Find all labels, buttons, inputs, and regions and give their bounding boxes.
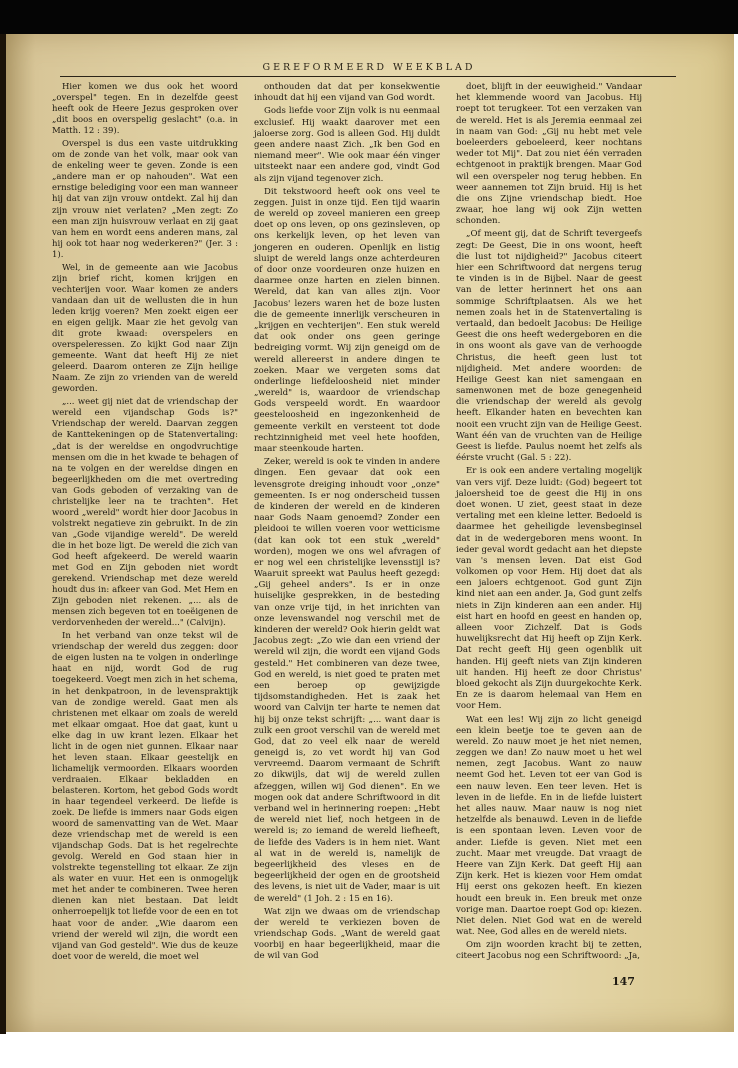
paragraph: Wat een les! Wij zijn zo licht geneigd een klein beetje toe te geven aan de wereld. Zo nauw moet je het niet nemen, zeggen we dan! Zo nauw moet u het wel nemen, zegt Jacobus. Want zo nauw neemt God het. Leven tot eer van God is een nauw leven. Een teer leven. Het is leven in de liefde. En in de liefde luistert het alles nauw. Maar nauw is nog niet hetzelfde als benauwd. Leven in de liefde is een spontaan leven. Leven voor de ander. Liefde is geven. Niet met een zucht. Maar met vreugde. Dat vraagt de Heere van Zijn Kerk. Dat geeft Hij aan Zijn kerk. Het is kiezen voor Hem omdat Hij eerst ons gekozen heeft. En kiezen houdt een breuk in. Een breuk met onze vorige man. Daartoe roept God op: kiezen. Niet delen. Niet God wat en de wereld wat. Nee, God alles en de wereld niets.: [456, 714, 642, 938]
text-column-3: [456, 82, 642, 963]
scan-bottom-margin: [0, 1034, 738, 1068]
scan-top-border: [0, 0, 738, 34]
paragraph: onthouden dat dat per konsekwentie inhoudt dat hij een vijand van God wordt.: [254, 82, 440, 104]
page-number: 147: [612, 975, 635, 988]
paragraph: „... weet gij niet dat de vriendschap der wereld een vijandschap Gods is?" Vriendschap der wereld. Daarvan zeggen de Kanttekeningen op de Statenvertaling: „dat is der wereldse en ongodvruchtige mensen om die in het kwade te behagen of na te volgen en der wereldse dingen en begeerlijkheden om die met overtreding van Gods geboden of verzaking van de christelijke leer na te trachten". Het woord „wereld" wordt hier door Jacobus in volstrekt negatieve zin gebruikt. In de zin van „Gode vijandige wereld". De wereld die in het boze ligt. De wereld die zich van God heeft afgekeerd. De wereld waarin met God en Zijn geboden niet wordt gerekend. Vriendschap met deze wereld houdt dus in: afkeer van God. Met Hem en Zijn geboden niet rekenen. „... als de mensen zich begeven tot en toeëigenen de verdorvenheden der wereld..." (Calvijn).: [52, 397, 238, 629]
running-header: GEREFORMEERD WEEKBLAD: [262, 62, 476, 73]
paragraph: Wat zijn we dwaas om de vriendschap der wereld te verkiezen boven de vriendschap Gods. „Want de wereld gaat voorbij en haar begeerlijkheid, maar die de wil van God: [254, 906, 440, 962]
paragraph: Gods liefde voor Zijn volk is nu eenmaal exclusief. Hij waakt daarover met een jaloerse zorg. God is alleen God. Hij duldt geen andere naast Zich. „Ik ben God en niemand meer". Wie ook maar één vinger uitsteekt naar een andere god, vindt God als zijn vijand tegenover zich.: [254, 106, 440, 184]
header-rule: [60, 76, 676, 77]
paragraph: In het verband van onze tekst wil de vriendschap der wereld dus zeggen: door de eigen lusten na te volgen in onderlinge haat en nijd, wordt God de rug toegekeerd. Voegt men zich in het schema, in het denkpatroon, in de levenspraktijk van de zondige wereld. Gaat men als christenen met elkaar om zoals de wereld met elkaar omgaat. Hoe dat gaat, kunt u elke dag in uw krant lezen. Elkaar het licht in de ogen niet gunnen. Elkaar naar het leven staan. Elkaar geestelijk en lichamelijk vermoorden. Elkaars woorden verdraaien. Elkaar bekladden en belasteren. Kortom, het gebod Gods wordt in haar tegendeel verkeerd. De liefde is zoek. De liefde is immers naar Gods eigen woord de samenvatting van de Wet. Maar deze vriendschap met de wereld is een vijandschap Gods. Dat is het regelrechte gevolg. Wereld en God staan hier in volstrekte tegenstelling tot elkaar. Ze zijn als water en vuur. Het een is onmogelijk met het ander te combineren. Twee heren dienen kan niet bestaan. Dat leidt onherroepelijk tot liefde voor de een en tot haat voor de ander. „Wie daarom een vriend der wereld wil zijn, die wordt een vijand van God gesteld". Wie dus de keuze doet voor de wereld, die moet wel: [52, 631, 238, 962]
paragraph: Zeker, wereld is ook te vinden in andere dingen. Een gevaar dat ook een levensgrote dreiging inhoudt voor „onze" gemeenten. Is er nog onderscheid tussen de kinderen der wereld en de kinderen naar Gods Naam genoemd? Zonder een pleidooi te willen voeren voor wetticisme (dat kan ook tot een stuk „wereld" worden), mogen we ons wel afvragen of er nog wel een christelijke levensstijl is? Waaruit spreekt wat Paulus heeft gezegd: „Gij geheel anders". Is er in onze huiselijke gesprekken, in de besteding van onze vrije tijd, in het inrichten van onze levenswandel nog verschil met de kinderen der wereld? Ook hierin geldt wat Jacobus zegt: „Zo wie dan een vriend der wereld wil zijn, die wordt een vijand Gods gesteld." Het combineren van deze twee, God en wereld, is niet goed te praten met een beroep op gewijzigde tijdsomstandigheden. Het is zaak het woord van Calvijn ter harte te nemen dat hij bij onze tekst schrijft: „... want daar is zulk een groot verschil van de wereld met God, dat zo veel elk naar de wereld geneigd is, zo vet wordt hij van God vervreemd. Daarom vermaant de Schrift zo dikwijls, dat wij de wereld zullen afzeggen, willen wij God dienen". En we mogen ook dat andere Schriftwoord in dit verband wel in herinnering roepen: „Hebt de wereld niet lief, noch hetgeen in de wereld is; zo iemand de wereld liefheeft, de liefde des Vaders is in hem niet. Want al wat in de wereld is, namelijk de begeerlijkheid des vleses en de begeerlijkheid der ogen en de grootsheid des levens, is niet uit de Vader, maar is uit de wereld" (1 Joh. 2 : 15 en 16).: [254, 457, 440, 904]
paragraph: Hier komen we dus ook het woord „overspel" tegen. En in dezelfde geest heeft ook de Heere Jezus gesproken over „dit boos en overspelig geslacht" (o.a. in Matth. 12 : 39).: [52, 82, 238, 137]
text-column-2: [254, 82, 440, 963]
paragraph: Wel, in de gemeente aan wie Jacobus zijn brief richt, komen krijgen en vechterijen voor. Waar komen ze anders vandaan dan uit de wellusten die in hun leden krijg voeren? Men zoekt eigen eer en eigen gelijk. Maar zie het gevolg van dit grote kwaad: overspelers en overspeleressen. Zo kijkt God naar Zijn gemeente. Want dat heeft Hij ze niet geleerd. Daarom onteren ze Zijn heilige Naam. Ze zijn zo vrienden van de wereld geworden.: [52, 262, 238, 395]
paragraph: „Of meent gij, dat de Schrift tevergeefs zegt: De Geest, Die in ons woont, heeft die lust tot nijdigheid?" Jacobus citeert hier een Schriftwoord dat nergens terug te vinden is in de Bijbel. Naar de geest van de letter herinnert het ons aan sommige Schriftplaatsen. Als we het nemen zoals het in de Statenvertaling is vertaald, dan bedoelt Jacobus: De Heilige Geest die ons heeft wedergeboren en die in ons woont als gave van de verhoogde Christus, die heeft geen lust tot nijdigheid. Met andere woorden: de Heilige Geest kan niet samengaan en samenwonen met de boze genegenheid die vriendschap der wereld als gevolg heeft. Elkander haten en bevechten kan nooit een vrucht zijn van de Heilige Geest. Want één van de vruchten van de Heilige Geest is liefde. Paulus noemt het zelfs als éérste vrucht (Gal. 5 : 22).: [456, 229, 642, 464]
text-column-1: [52, 82, 238, 963]
paragraph: doet, blijft in der eeuwigheid." Vandaar het klemmende woord van Jacobus. Hij roept tot terugkeer. Tot een verzaken van de wereld. Het is als Jeremia eenmaal zei in naam van God: „Gij nu hebt met vele boeleerders geboeleerd, keer nochtans weder tot Mij". Dat zou niet één verraden echtgenoot in praktijk brengen. Maar God wil een overspeler nog terug hebben. En weer aannemen tot Zijn bruid. Hij is het die ons Zijne vriendschap biedt. Hoe zwaar, hoe lang wij ook Zijn wetten schonden.: [456, 82, 642, 227]
paragraph: Dit tekstwoord heeft ook ons veel te zeggen. Juist in onze tijd. Een tijd waarin de wereld op zoveel manieren een greep doet op ons leven, op ons gezinsleven, op ons kerkelijk leven, op het leven van jongeren en ouderen. Openlijk en listig sluipt de wereld langs onze achterdeuren of door onze voordeuren onze huizen en daarmee onze harten en zielen binnen. Wereld, dat kan van alles zijn. Voor Jacobus' lezers waren het de boze lusten die de gemeente innerlijk verscheuren in „krijgen en vechterijen". Een stuk wereld dat ook onder ons geen geringe bedreiging vormt. Wij zijn geneigd om de wereld allereerst in andere dingen te zoeken. Maar we vergeten soms dat onderlinge liefdeloosheid niet minder „wereld" is, waardoor de vriendschap Gods verspeeld wordt. En waardoor geesteloosheid en ingezonkenheid de gemeente verkilt en versteent tot dode rechtzinnigheid met veel hete hoofden, maar steenkoude harten.: [254, 186, 440, 454]
paragraph: Er is ook een andere vertaling mogelijk van vers vijf. Deze luidt: (God) begeert tot jaloersheid toe de geest die Hij in ons doet wonen. U ziet, geest staat in deze vertaling met een kleine letter. Bedoeld is daarmee het geheiligde levensbeginsel dat in de wedergeboren mens woont. In ieder geval wordt gedacht aan het diepste van 's mensen leven. Dat eist God volkomen op voor Hem. Hij doet dat als een jaloers echtgenoot. God gunt Zijn kind niet aan een ander. Ja, God gunt zelfs niets in Zijn kinderen aan een ander. Hij eist hart en hoofd en geest en handen op, alleen voor Zichzelf. Dat is Gods huwelijksrecht dat Hij heeft op Zijn Kerk. Dat recht geeft Hij geen ogenblik uit handen. Hij geeft niets van Zijn kinderen uit handen. Hij heeft ze door Christus' bloed gekocht als Zijn duurgekochte Kerk. En ze is daarom helemaal van Hem en voor Hem.: [456, 466, 642, 712]
paragraph: Om zijn woorden kracht bij te zetten, citeert Jacobus nog een Schriftwoord: „Ja,: [456, 940, 642, 962]
paragraph: Overspel is dus een vaste uitdrukking om de zonde van het volk, maar ook van de enkeling weer te geven. Zonde is een „andere man er op nahouden". Wat een ernstige belediging voor een man wanneer hij dat van zijn vrouw ontdekt. Zal hij dan zijn vrouw niet verlaten? „Men zegt: Zo een man zijn huisvrouw verlaat en zij gaat van hem en wordt eens anderen mans, zal hij ook tot haar nog wederkeren?" (Jer. 3 : 1).: [52, 139, 238, 260]
